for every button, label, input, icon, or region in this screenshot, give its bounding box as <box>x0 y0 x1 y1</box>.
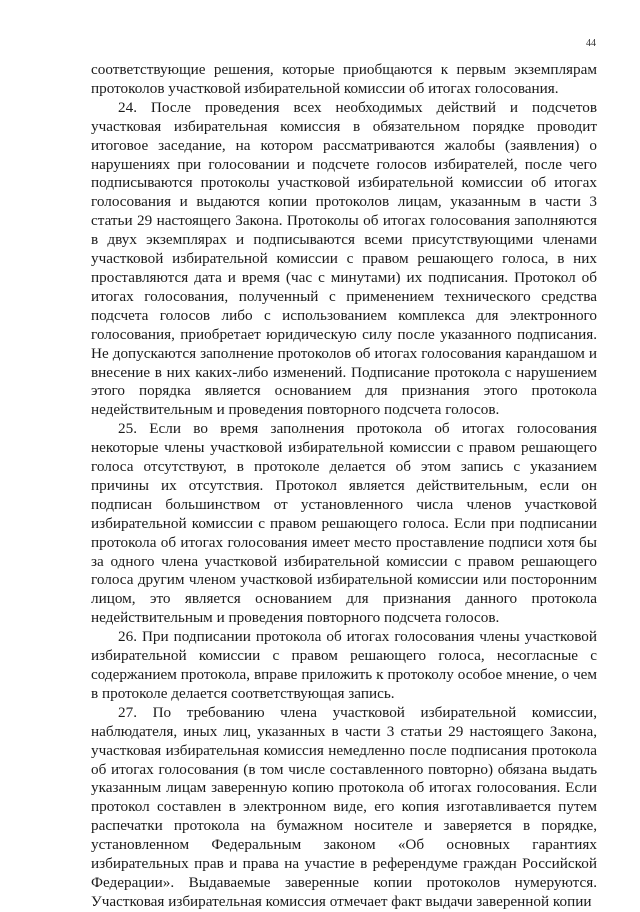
paragraph-24: 24. После проведения всех необходимых действий и подсчетов участковая избирательная комиссия в обязательном порядке проводит итоговое заседание, на котором рассматриваются жалобы (заявления) о нарушениях при голосовании и подсчете голосов избирателей, после чего подписываются протоколы участковой избирательной комиссии об итогах голосования и выдаются копии протоколов лицам, указанным в части 3 статьи 29 настоящего Закона. Протоколы об итогах голосования заполняются в двух экземплярах и подписываются всеми присутствующими членами участковой избирательной комиссии с правом решающего голоса, в них проставляются дата и время (час с минутами) их подписания. Протокол об итогах голосования, полученный с применением технического средства подсчета голосов либо с использованием комплекса для электронного голосования, приобретает юридическую силу после указанного подписания. Не допускаются заполнение протоколов об итогах голосования карандашом и внесение в них каких-либо изменений. Подписание протокола с нарушением этого порядка является основанием для признания этого протокола недействительным и проведения повторного подсчета голосов. <box>91 98 597 419</box>
paragraph-26: 26. При подписании протокола об итогах голосования члены участковой избирательной комиссии с правом решающего голоса, несогласные с содержанием протокола, вправе приложить к протоколу особое мнение, о чем в протоколе делается соответствующая запись. <box>91 628 597 702</box>
page-number: 44 <box>586 38 596 49</box>
paragraph-27: 27. По требованию члена участковой избирательной комиссии, наблюдателя, иных лиц, указанных в части 3 статьи 29 настоящего Закона, участковая избирательная комиссия немедленно после подписания протокола об итогах голосования (в том числе составленного повторно) обязана выдать указанным лицам заверенную копию протокола об итогах голосования. Если протокол составлен в электронном виде, его копия изготавливается путем распечатки протокола на бумажном носителе и заверяется в порядке, установленном Федеральным законом «Об основных гарантиях избирательных прав и права на участие в референдуме граждан Российской Федерации». Выдаваемые заверенные копии протоколов нумеруются. Участковая избирательная комиссия отмечает факт выдачи заверенной копии <box>91 703 597 910</box>
paragraph-25: 25. Если во время заполнения протокола об итогах голосования некоторые члены участковой избирательной комиссии с правом решающего голоса отсутствуют, в протоколе делается об этом запись с указанием причины их отсутствия. Протокол является действительным, если он подписан большинством от установленного числа членов участковой избирательной комиссии с правом решающего голоса. Если при подписании протокола об итогах голосования имеет место проставление подписи хотя бы за одного члена участковой избирательной комиссии с правом решающего голоса другим членом участковой избирательной комиссии или посторонним лицом, это является основанием для признания данного протокола недействительным и проведения повторного подсчета голосов. <box>91 420 597 627</box>
paragraph-continuation: соответствующие решения, которые приобщаются к первым экземплярам протоколов участковой избирательной комиссии об итогах голосования. <box>91 61 597 97</box>
document-body <box>91 61 597 912</box>
